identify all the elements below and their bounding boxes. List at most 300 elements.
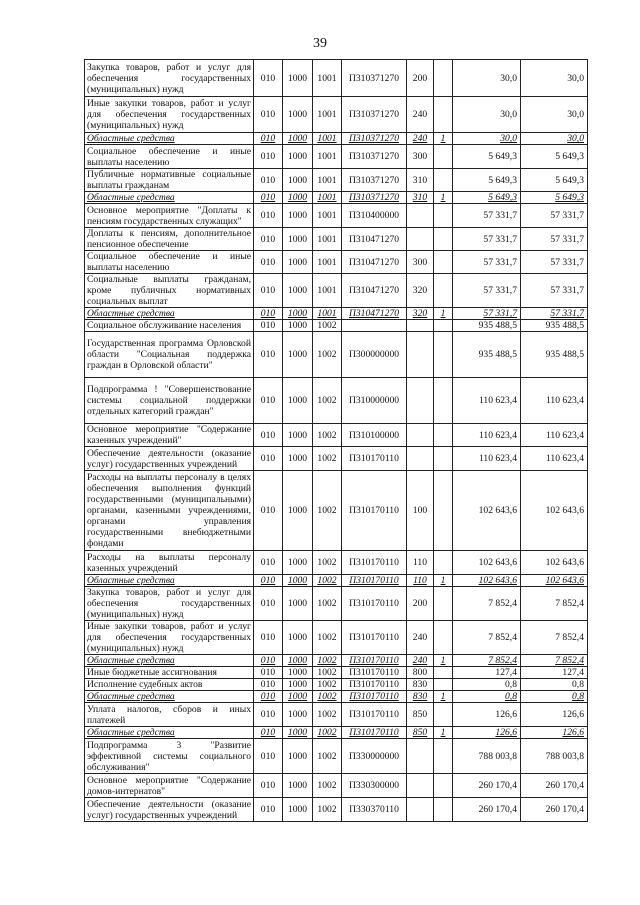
- razdel-code: 010: [254, 727, 283, 739]
- table-row: [85, 169, 588, 192]
- amount-year-1: 5 649,3: [453, 192, 521, 204]
- target-article-code: П310000000: [342, 378, 407, 424]
- target-article-code: П310170110: [342, 655, 407, 667]
- expense-type-code: [407, 204, 434, 228]
- row-name: Основное мероприятие "Содержание домов-интернатов": [85, 774, 254, 798]
- subsection-code: 1001: [313, 308, 342, 320]
- amount-year-2: 30,0: [521, 133, 588, 145]
- amount-year-2: 5 649,3: [521, 145, 588, 169]
- subsection-code: 1002: [313, 774, 342, 798]
- funding-source-code: [434, 60, 453, 97]
- amount-year-2: 110 623,4: [521, 424, 588, 447]
- amount-year-2: 30,0: [521, 60, 588, 97]
- row-name: Уплата налогов, сборов и иных платежей: [85, 703, 254, 727]
- subsection-code: 1002: [313, 332, 342, 378]
- row-name: Социальное обслуживание населения: [85, 320, 254, 332]
- razdel-code: 010: [254, 655, 283, 667]
- target-article-code: П310471270: [342, 251, 407, 274]
- target-article-code: П310471270: [342, 228, 407, 251]
- podrazdel-code: 1000: [283, 679, 313, 691]
- amount-year-1: 126,6: [453, 727, 521, 739]
- target-article-code: П330300000: [342, 774, 407, 798]
- razdel-code: 010: [254, 798, 283, 822]
- expense-type-code: [407, 332, 434, 378]
- row-name: Социальное обеспечение и иные выплаты населению: [85, 145, 254, 169]
- expense-type-code: 310: [407, 192, 434, 204]
- amount-year-1: 127,4: [453, 667, 521, 679]
- amount-year-1: 935 488,5: [453, 320, 521, 332]
- razdel-code: 010: [254, 169, 283, 192]
- subsection-code: 1002: [313, 378, 342, 424]
- target-article-code: П310170110: [342, 667, 407, 679]
- funding-source-code: [434, 703, 453, 727]
- funding-source-code: [434, 471, 453, 551]
- expense-type-code: 240: [407, 133, 434, 145]
- subsection-code: 1001: [313, 133, 342, 145]
- row-name: Обеспечение деятельности (оказание услуг) государственных учреждений: [85, 447, 254, 471]
- target-article-code: П310170110: [342, 703, 407, 727]
- target-article-code: П310100000: [342, 424, 407, 447]
- target-article-code: П310170110: [342, 471, 407, 551]
- funding-source-code: [434, 739, 453, 774]
- row-name: Иные закупки товаров, работ и услуг для обеспечения государственных (муниципальных) нужд: [85, 97, 254, 133]
- amount-year-1: 102 643,6: [453, 551, 521, 575]
- row-name: Обеспечение деятельности (оказание услуг) государственных учреждений: [85, 798, 254, 822]
- table-row: [85, 332, 588, 378]
- amount-year-1: 110 623,4: [453, 424, 521, 447]
- amount-year-1: 5 649,3: [453, 145, 521, 169]
- funding-source-code: [434, 204, 453, 228]
- subsection-code: 1002: [313, 679, 342, 691]
- row-name: Закупка товаров, работ и услуг для обеспечения государственных (муниципальных) нужд: [85, 60, 254, 97]
- amount-year-1: 57 331,7: [453, 274, 521, 308]
- funding-source-code: [434, 97, 453, 133]
- razdel-code: 010: [254, 192, 283, 204]
- amount-year-2: 0,8: [521, 679, 588, 691]
- funding-source-code: 1: [434, 727, 453, 739]
- amount-year-1: 30,0: [453, 60, 521, 97]
- funding-source-code: [434, 551, 453, 575]
- subsection-code: 1002: [313, 798, 342, 822]
- amount-year-2: 0,8: [521, 691, 588, 703]
- subsection-code: 1002: [313, 727, 342, 739]
- row-name: Областные средства: [85, 575, 254, 587]
- amount-year-2: 57 331,7: [521, 274, 588, 308]
- row-name: Исполнение судебных актов: [85, 679, 254, 691]
- podrazdel-code: 1000: [283, 667, 313, 679]
- razdel-code: 010: [254, 378, 283, 424]
- podrazdel-code: 1000: [283, 587, 313, 621]
- expense-type-code: 850: [407, 727, 434, 739]
- target-article-code: П300000000: [342, 332, 407, 378]
- amount-year-1: 7 852,4: [453, 621, 521, 655]
- table-row: [85, 774, 588, 798]
- expense-type-code: 320: [407, 274, 434, 308]
- row-name: Областные средства: [85, 192, 254, 204]
- row-name: Социальные выплаты гражданам, кроме публичных нормативных социальных выплат: [85, 274, 254, 308]
- table-row: [85, 667, 588, 679]
- funding-source-code: [434, 332, 453, 378]
- subsection-code: 1002: [313, 424, 342, 447]
- target-article-code: П330000000: [342, 739, 407, 774]
- target-article-code: [342, 320, 407, 332]
- table-row: [85, 145, 588, 169]
- row-name: Подпрограмма 3 "Развитие эффективной системы социального обслуживания": [85, 739, 254, 774]
- razdel-code: 010: [254, 447, 283, 471]
- target-article-code: П310371270: [342, 169, 407, 192]
- subsection-code: 1001: [313, 251, 342, 274]
- amount-year-1: 260 170,4: [453, 774, 521, 798]
- subsection-code: 1002: [313, 691, 342, 703]
- podrazdel-code: 1000: [283, 727, 313, 739]
- table-row: [85, 739, 588, 774]
- expense-type-code: 310: [407, 169, 434, 192]
- podrazdel-code: 1000: [283, 97, 313, 133]
- row-name: Областные средства: [85, 691, 254, 703]
- razdel-code: 010: [254, 251, 283, 274]
- amount-year-2: 57 331,7: [521, 308, 588, 320]
- podrazdel-code: 1000: [283, 739, 313, 774]
- table-row: [85, 587, 588, 621]
- amount-year-2: 30,0: [521, 97, 588, 133]
- podrazdel-code: 1000: [283, 378, 313, 424]
- expense-type-code: 320: [407, 308, 434, 320]
- podrazdel-code: 1000: [283, 774, 313, 798]
- target-article-code: П310371270: [342, 192, 407, 204]
- table-row: [85, 424, 588, 447]
- razdel-code: 010: [254, 308, 283, 320]
- table-body: [85, 60, 588, 822]
- razdel-code: 010: [254, 679, 283, 691]
- amount-year-1: 57 331,7: [453, 251, 521, 274]
- page-number: 39: [313, 36, 327, 51]
- row-name: Областные средства: [85, 727, 254, 739]
- row-name: Областные средства: [85, 655, 254, 667]
- funding-source-code: [434, 621, 453, 655]
- expense-type-code: [407, 739, 434, 774]
- target-article-code: П310170110: [342, 679, 407, 691]
- table-row: [85, 471, 588, 551]
- amount-year-2: 102 643,6: [521, 551, 588, 575]
- table-row-regional-funds: [85, 727, 588, 739]
- expense-type-code: [407, 447, 434, 471]
- table-row: [85, 447, 588, 471]
- row-name: Иные закупки товаров, работ и услуг для обеспечения государственных (муниципальных) нужд: [85, 621, 254, 655]
- amount-year-1: 110 623,4: [453, 378, 521, 424]
- amount-year-2: 102 643,6: [521, 471, 588, 551]
- razdel-code: 010: [254, 471, 283, 551]
- target-article-code: П310170110: [342, 551, 407, 575]
- funding-source-code: 1: [434, 575, 453, 587]
- expense-type-code: 110: [407, 575, 434, 587]
- row-name: Иные бюджетные ассигнования: [85, 667, 254, 679]
- subsection-code: 1002: [313, 667, 342, 679]
- razdel-code: 010: [254, 667, 283, 679]
- razdel-code: 010: [254, 320, 283, 332]
- funding-source-code: [434, 274, 453, 308]
- subsection-code: 1002: [313, 739, 342, 774]
- amount-year-2: 57 331,7: [521, 204, 588, 228]
- amount-year-1: 102 643,6: [453, 471, 521, 551]
- target-article-code: П310400000: [342, 204, 407, 228]
- amount-year-2: 7 852,4: [521, 587, 588, 621]
- amount-year-1: 102 643,6: [453, 575, 521, 587]
- funding-source-code: 1: [434, 691, 453, 703]
- target-article-code: П310170110: [342, 575, 407, 587]
- funding-source-code: [434, 798, 453, 822]
- table-row: [85, 97, 588, 133]
- table-row: [85, 551, 588, 575]
- row-name: Расходы на выплаты персоналу казенных учреждений: [85, 551, 254, 575]
- subsection-code: 1002: [313, 587, 342, 621]
- amount-year-2: 260 170,4: [521, 774, 588, 798]
- amount-year-1: 7 852,4: [453, 655, 521, 667]
- amount-year-1: 260 170,4: [453, 798, 521, 822]
- razdel-code: 010: [254, 145, 283, 169]
- amount-year-2: 102 643,6: [521, 575, 588, 587]
- podrazdel-code: 1000: [283, 60, 313, 97]
- podrazdel-code: 1000: [283, 703, 313, 727]
- funding-source-code: [434, 378, 453, 424]
- funding-source-code: [434, 169, 453, 192]
- razdel-code: 010: [254, 424, 283, 447]
- target-article-code: П310371270: [342, 145, 407, 169]
- expense-type-code: 100: [407, 471, 434, 551]
- target-article-code: П310170110: [342, 727, 407, 739]
- expense-type-code: 800: [407, 667, 434, 679]
- table-row-regional-funds: [85, 691, 588, 703]
- table-row-regional-funds: [85, 575, 588, 587]
- podrazdel-code: 1000: [283, 621, 313, 655]
- funding-source-code: 1: [434, 308, 453, 320]
- expense-type-code: 830: [407, 679, 434, 691]
- razdel-code: 010: [254, 739, 283, 774]
- expense-type-code: 200: [407, 60, 434, 97]
- amount-year-2: 935 488,5: [521, 332, 588, 378]
- expense-type-code: 240: [407, 621, 434, 655]
- podrazdel-code: 1000: [283, 192, 313, 204]
- subsection-code: 1001: [313, 228, 342, 251]
- expense-type-code: 240: [407, 655, 434, 667]
- subsection-code: 1002: [313, 621, 342, 655]
- podrazdel-code: 1000: [283, 133, 313, 145]
- target-article-code: П310371270: [342, 97, 407, 133]
- table-row: [85, 679, 588, 691]
- funding-source-code: [434, 774, 453, 798]
- expense-type-code: [407, 320, 434, 332]
- razdel-code: 010: [254, 703, 283, 727]
- subsection-code: 1002: [313, 447, 342, 471]
- podrazdel-code: 1000: [283, 447, 313, 471]
- expense-type-code: [407, 798, 434, 822]
- razdel-code: 010: [254, 691, 283, 703]
- subsection-code: 1001: [313, 274, 342, 308]
- funding-source-code: [434, 667, 453, 679]
- amount-year-2: 126,6: [521, 727, 588, 739]
- razdel-code: 010: [254, 575, 283, 587]
- amount-year-2: 127,4: [521, 667, 588, 679]
- amount-year-1: 0,8: [453, 679, 521, 691]
- funding-source-code: [434, 447, 453, 471]
- target-article-code: П310471270: [342, 274, 407, 308]
- subsection-code: 1001: [313, 145, 342, 169]
- row-name: Расходы на выплаты персоналу в целях обеспечения выполнения функций государственными (муниципальными) органами, казенными учреждениями, органами управления государственными внебюджетными фондами: [85, 471, 254, 551]
- target-article-code: П310371270: [342, 60, 407, 97]
- razdel-code: 010: [254, 228, 283, 251]
- target-article-code: П310471270: [342, 308, 407, 320]
- expense-type-code: [407, 424, 434, 447]
- table-row: [85, 251, 588, 274]
- amount-year-2: 57 331,7: [521, 228, 588, 251]
- target-article-code: П310170110: [342, 447, 407, 471]
- table-row: [85, 274, 588, 308]
- razdel-code: 010: [254, 332, 283, 378]
- amount-year-2: 935 488,5: [521, 320, 588, 332]
- expense-type-code: [407, 774, 434, 798]
- subsection-code: 1001: [313, 204, 342, 228]
- row-name: Областные средства: [85, 133, 254, 145]
- podrazdel-code: 1000: [283, 145, 313, 169]
- table-row-regional-funds: [85, 133, 588, 145]
- amount-year-2: 57 331,7: [521, 251, 588, 274]
- amount-year-2: 5 649,3: [521, 192, 588, 204]
- podrazdel-code: 1000: [283, 551, 313, 575]
- amount-year-1: 57 331,7: [453, 308, 521, 320]
- amount-year-2: 126,6: [521, 703, 588, 727]
- amount-year-1: 57 331,7: [453, 228, 521, 251]
- amount-year-1: 5 649,3: [453, 169, 521, 192]
- podrazdel-code: 1000: [283, 320, 313, 332]
- amount-year-1: 126,6: [453, 703, 521, 727]
- podrazdel-code: 1000: [283, 471, 313, 551]
- podrazdel-code: 1000: [283, 424, 313, 447]
- target-article-code: П310170110: [342, 691, 407, 703]
- subsection-code: 1001: [313, 60, 342, 97]
- row-name: Государственная программа Орловской области "Социальная поддержка граждан в Орловской области": [85, 332, 254, 378]
- subsection-code: 1002: [313, 471, 342, 551]
- expense-type-code: 110: [407, 551, 434, 575]
- amount-year-1: 110 623,4: [453, 447, 521, 471]
- subsection-code: 1002: [313, 551, 342, 575]
- expense-type-code: 830: [407, 691, 434, 703]
- funding-source-code: [434, 145, 453, 169]
- row-name: Основное мероприятие "Доплаты к пенсиям государственных служащих": [85, 204, 254, 228]
- funding-source-code: [434, 679, 453, 691]
- funding-source-code: [434, 228, 453, 251]
- podrazdel-code: 1000: [283, 251, 313, 274]
- budget-table: [84, 59, 588, 822]
- funding-source-code: [434, 251, 453, 274]
- funding-source-code: 1: [434, 192, 453, 204]
- table-row: [85, 204, 588, 228]
- row-name: Социальное обеспечение и иные выплаты населению: [85, 251, 254, 274]
- expense-type-code: [407, 228, 434, 251]
- row-name: Подпрограмма ! "Совершенствование системы социальной поддержки отдельных категорий граждан": [85, 378, 254, 424]
- expense-type-code: 200: [407, 587, 434, 621]
- razdel-code: 010: [254, 60, 283, 97]
- amount-year-2: 110 623,4: [521, 378, 588, 424]
- table-row-regional-funds: [85, 308, 588, 320]
- amount-year-1: 935 488,5: [453, 332, 521, 378]
- row-name: Закупка товаров, работ и услуг для обеспечения государственных (муниципальных) нужд: [85, 587, 254, 621]
- podrazdel-code: 1000: [283, 274, 313, 308]
- razdel-code: 010: [254, 97, 283, 133]
- table-row: [85, 320, 588, 332]
- amount-year-1: 30,0: [453, 133, 521, 145]
- podrazdel-code: 1000: [283, 169, 313, 192]
- subsection-code: 1001: [313, 97, 342, 133]
- target-article-code: П310170110: [342, 587, 407, 621]
- razdel-code: 010: [254, 774, 283, 798]
- subsection-code: 1002: [313, 655, 342, 667]
- razdel-code: 010: [254, 587, 283, 621]
- podrazdel-code: 1000: [283, 691, 313, 703]
- expense-type-code: 850: [407, 703, 434, 727]
- amount-year-2: 788 003,8: [521, 739, 588, 774]
- funding-source-code: [434, 587, 453, 621]
- funding-source-code: [434, 424, 453, 447]
- podrazdel-code: 1000: [283, 308, 313, 320]
- table-row: [85, 228, 588, 251]
- razdel-code: 010: [254, 133, 283, 145]
- podrazdel-code: 1000: [283, 228, 313, 251]
- funding-source-code: 1: [434, 133, 453, 145]
- subsection-code: 1001: [313, 169, 342, 192]
- amount-year-2: 260 170,4: [521, 798, 588, 822]
- amount-year-2: 7 852,4: [521, 655, 588, 667]
- expense-type-code: 300: [407, 251, 434, 274]
- target-article-code: П330370110: [342, 798, 407, 822]
- podrazdel-code: 1000: [283, 204, 313, 228]
- podrazdel-code: 1000: [283, 575, 313, 587]
- funding-source-code: 1: [434, 655, 453, 667]
- subsection-code: 1001: [313, 192, 342, 204]
- amount-year-1: 7 852,4: [453, 587, 521, 621]
- razdel-code: 010: [254, 551, 283, 575]
- table-row: [85, 798, 588, 822]
- table-row: [85, 378, 588, 424]
- amount-year-2: 7 852,4: [521, 621, 588, 655]
- table-row-regional-funds: [85, 655, 588, 667]
- amount-year-1: 0,8: [453, 691, 521, 703]
- razdel-code: 010: [254, 274, 283, 308]
- amount-year-1: 57 331,7: [453, 204, 521, 228]
- row-name: Доплаты к пенсиям, дополнительное пенсионное обеспечение: [85, 228, 254, 251]
- subsection-code: 1002: [313, 703, 342, 727]
- expense-type-code: 300: [407, 145, 434, 169]
- podrazdel-code: 1000: [283, 798, 313, 822]
- expense-type-code: 240: [407, 97, 434, 133]
- amount-year-1: 788 003,8: [453, 739, 521, 774]
- razdel-code: 010: [254, 204, 283, 228]
- target-article-code: П310170110: [342, 621, 407, 655]
- podrazdel-code: 1000: [283, 332, 313, 378]
- table-row: [85, 703, 588, 727]
- table-row-regional-funds: [85, 192, 588, 204]
- expense-type-code: [407, 378, 434, 424]
- funding-source-code: [434, 320, 453, 332]
- subsection-code: 1002: [313, 320, 342, 332]
- table-row: [85, 60, 588, 97]
- row-name: Основное мероприятие "Содержание казенных учреждений": [85, 424, 254, 447]
- podrazdel-code: 1000: [283, 655, 313, 667]
- row-name: Публичные нормативные социальные выплаты гражданам: [85, 169, 254, 192]
- table-row: [85, 621, 588, 655]
- amount-year-2: 5 649,3: [521, 169, 588, 192]
- target-article-code: П310371270: [342, 133, 407, 145]
- amount-year-1: 30,0: [453, 97, 521, 133]
- subsection-code: 1002: [313, 575, 342, 587]
